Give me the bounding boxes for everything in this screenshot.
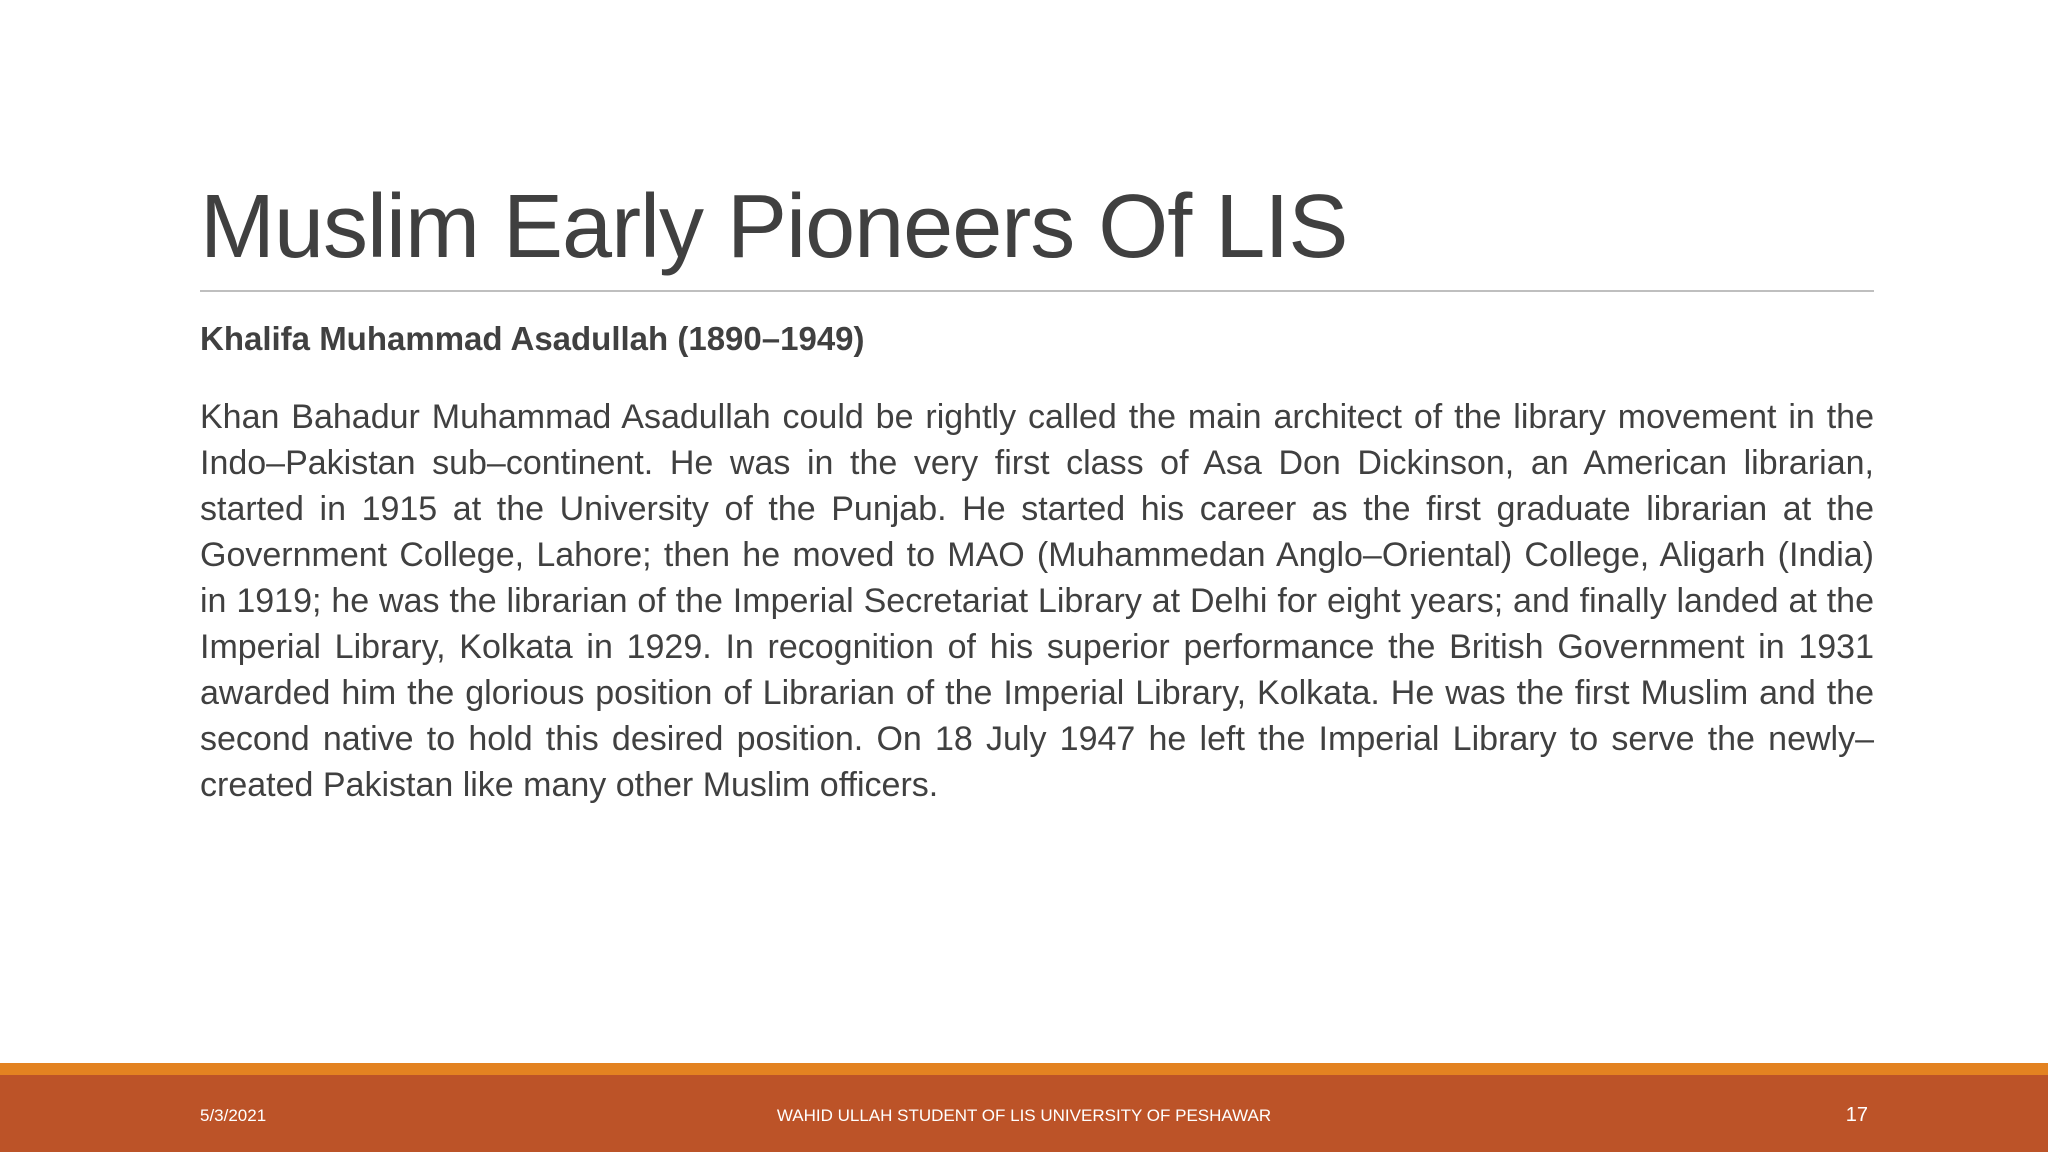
slide-title: Muslim Early Pioneers Of LIS xyxy=(200,177,1348,277)
slide-subtitle: Khalifa Muhammad Asadullah (1890–1949) xyxy=(200,320,865,357)
slide-page-number: 17 xyxy=(1845,1104,1868,1126)
footer-date: 5/3/2021 xyxy=(200,1106,267,1125)
footer-presenter-text: WAHID ULLAH STUDENT OF LIS UNIVERSITY OF PESHAWAR xyxy=(776,1106,1272,1125)
slide-body-text: Khan Bahadur Muhammad Asadullah could be rightly called the main architect of the library movement in the Indo–Pakistan sub–continent. He was in the very first class of Asa Don Dickinson, an American librarian, started in 1915 at the University of the Punjab. He started his career as the first graduate librarian at the Government College, Lahore; then he moved to MAO (Muhammedan Anglo–Oriental) College, Aligarh (India) in 1919; he was the librarian of the Imperial Secretariat Library at Delhi for eight years; and finally landed at the Imperial Library, Kolkata in 1929. In recognition of his superior performance the British Government in 1931 awarded him the glorious position of Librarian of the Imperial Library, Kolkata. He was the first Muslim and the second native to hold this desired position. On 18 July 1947 he left the Imperial Library to serve the newly–created Pakistan like many other Muslim officers. xyxy=(200,398,1874,804)
title-divider xyxy=(200,290,1874,292)
footer-accent-stripe xyxy=(0,1063,2048,1075)
